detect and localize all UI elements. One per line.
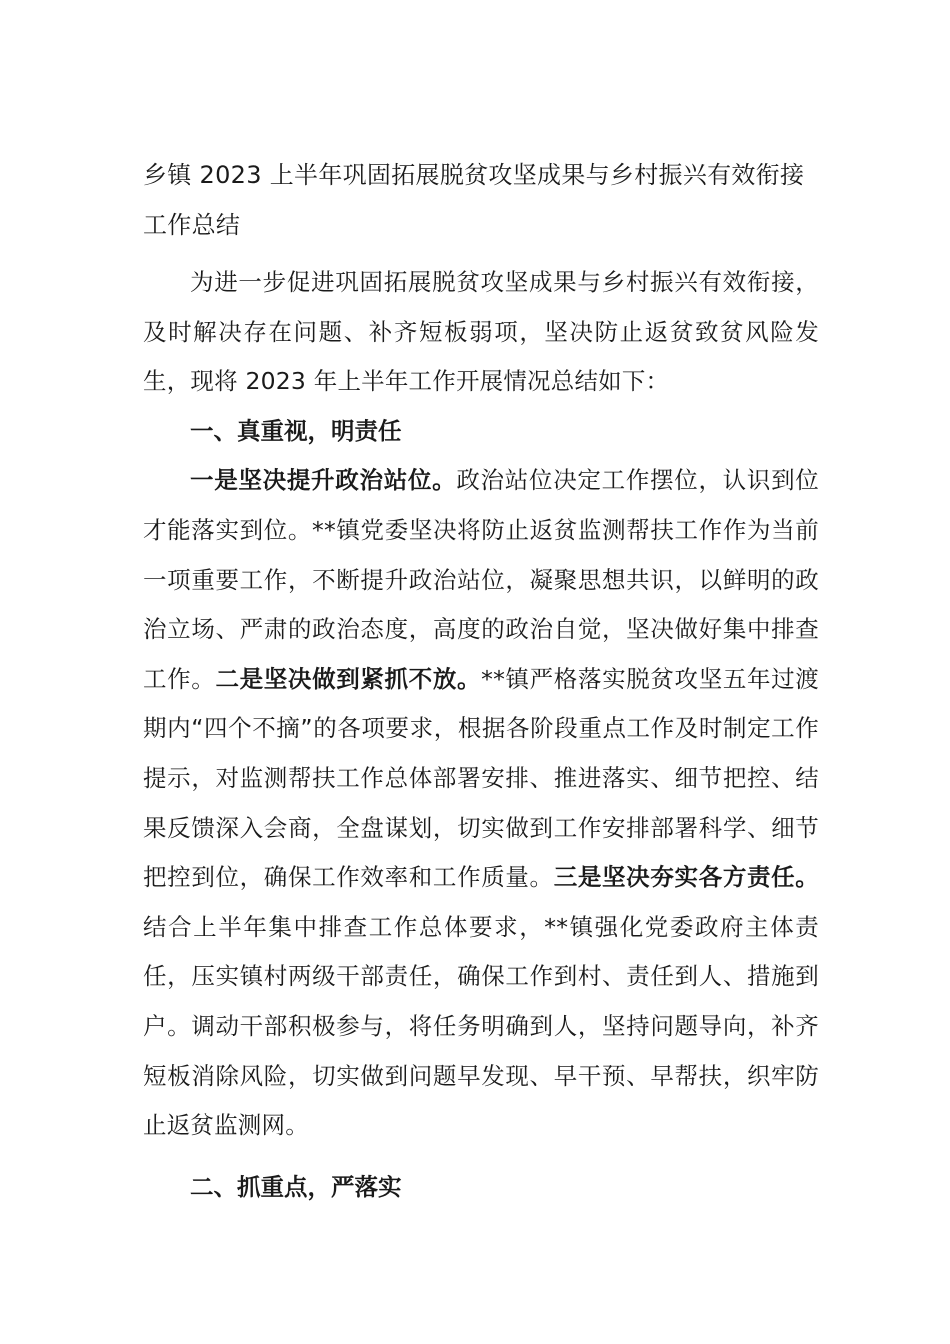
- item-3-text: 结合上半年集中排查工作总体要求，**镇强化党委政府主体责任，压实镇村两级干部责任，确保工作到村、责任到人、措施到户。调动干部积极参与，将任务明确到人，坚持问题导向，补齐短板消除风险，切实做到问题早发现、早干预、早帮扶，织牢防止返贫监测网。: [143, 912, 819, 1140]
- title-line-1: 乡镇 2023 上半年巩固拓展脱贫攻坚成果与乡村振兴有效衔接: [143, 161, 805, 189]
- intro-paragraph: 为进一步促进巩固拓展脱贫攻坚成果与乡村振兴有效衔接，及时解决存在问题、补齐短板弱项，坚决防止返贫致贫风险发生，现将 2023 年上半年工作开展情况总结如下：: [143, 268, 819, 396]
- item-1-lead: 一是坚决提升政治站位。: [190, 466, 457, 495]
- title-line-2: 工作总结: [143, 211, 241, 239]
- document-title: [143, 150, 819, 250]
- item-1-text: 政治站位决定工作摆位，认识到位才能落实到位。**镇党委坚决将防止返贫监测帮扶工作作为当前一项重要工作，不断提升政治站位，凝聚思想共识，以鲜明的政治立场、严肃的政治态度，高度的政治自觉，坚决做好集中排查工作。: [143, 466, 820, 693]
- item-3-lead: 三是坚决夯实各方责任。: [553, 863, 819, 892]
- section-1-paragraph: [143, 456, 819, 1150]
- document-body: [143, 150, 819, 1212]
- section-2-heading: 二、抓重点，严落实: [190, 1172, 402, 1201]
- item-2-lead: 二是坚决做到紧抓不放。: [215, 664, 482, 693]
- item-2-text: **镇严格落实脱贫攻坚五年过渡期内“四个不摘”的各项要求，根据各阶段重点工作及时制定工作提示，对监测帮扶工作总体部署安排、推进落实、细节把控、结果反馈深入会商，全盘谋划，切实做到工作安排部署科学、细节把控到位，确保工作效率和工作质量。: [143, 664, 820, 892]
- section-1-heading: 一、真重视，明责任: [190, 416, 402, 445]
